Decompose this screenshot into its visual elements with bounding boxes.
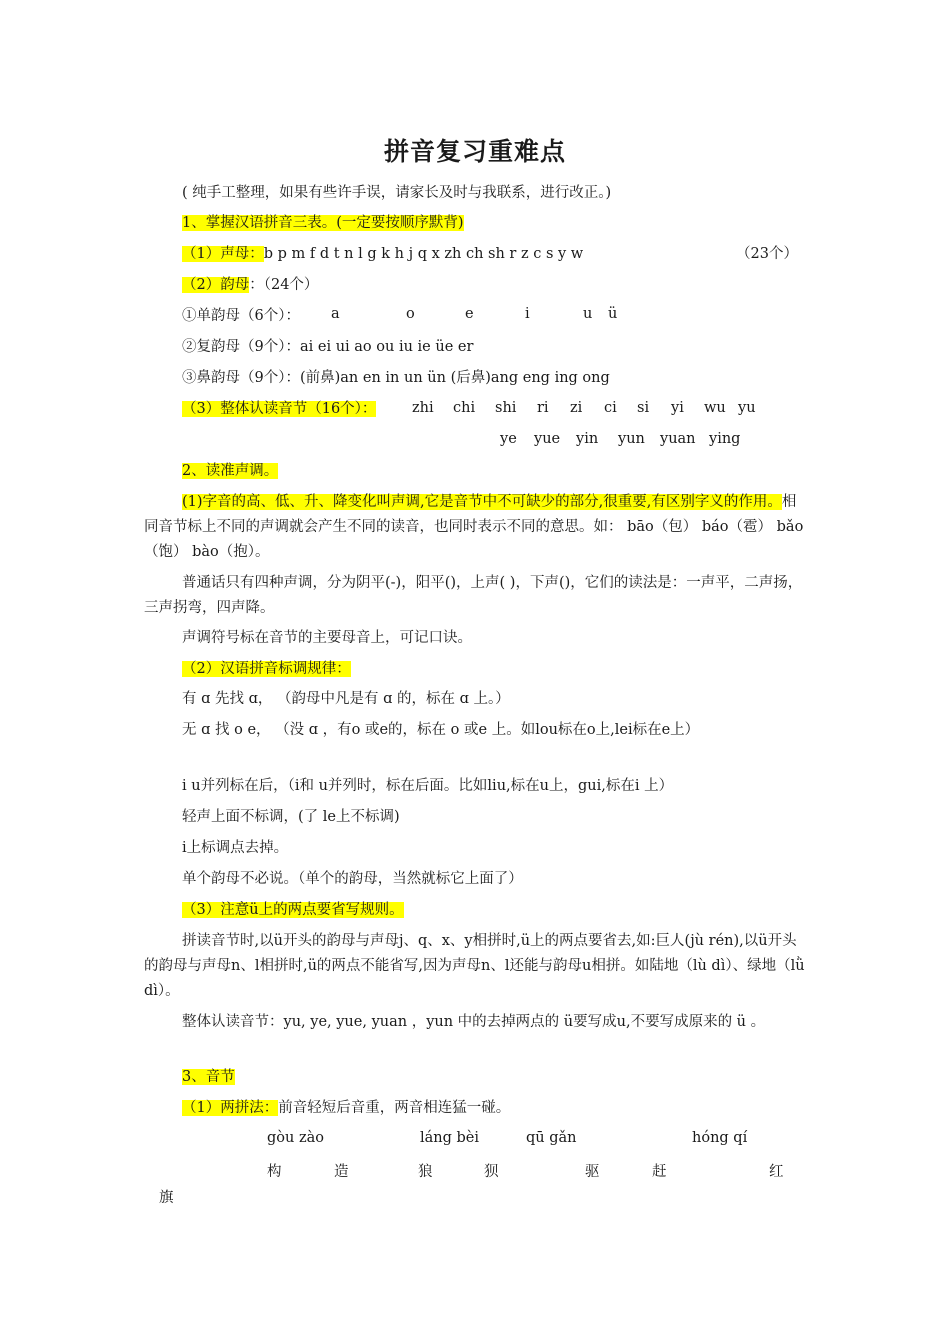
two-spelling-label: （1）两拼法：	[182, 1100, 279, 1116]
tone-rule-6: 单个韵母不必说。（单个的韵母，当然就标它上面了）	[182, 871, 523, 887]
whole-syllables-label	[182, 399, 376, 419]
example-pinyin: láng bèi	[420, 1130, 480, 1146]
whole-syllable: yuan	[660, 431, 696, 447]
tone-rule-1: 有 ɑ 先找 ɑ， （韵母中凡是有 ɑ 的，标在 ɑ 上。）	[182, 691, 510, 707]
example-character: 造	[334, 1164, 349, 1180]
finals-line	[182, 275, 318, 295]
section-3-heading	[182, 1067, 235, 1087]
intro-note: ( 纯手工整理，如果有些许手误，请家长及时与我联系，进行改正。)	[182, 185, 612, 201]
tone-rule-2: 无 ɑ 找 o e， （没 ɑ ，有o 或e的，标在 o 或e 上。如lou标在o上,lei标在e上）	[182, 722, 700, 738]
section-3-heading-text: 3、音节	[182, 1069, 235, 1085]
whole-syllable: ying	[709, 431, 741, 447]
example-pinyin: hóng qí	[692, 1130, 748, 1146]
example-character: 旗	[159, 1190, 174, 1206]
whole-syllable: yue	[534, 431, 561, 447]
finals-count: ：（24个）	[249, 277, 319, 293]
tone-definition-paragraph	[144, 490, 809, 565]
example-character: 狈	[484, 1164, 499, 1180]
example-pinyin: gòu zào	[267, 1130, 324, 1146]
whole-syllable: zi	[570, 400, 583, 416]
whole-syllable: yu	[738, 400, 756, 416]
four-tones-paragraph: 普通话只有四种声调，分为阴平(-)，阳平()，上声( )，下声()，它们的读法是：一声平，二声扬，三声拐弯，四声降。	[144, 575, 803, 616]
whole-syllable: ri	[537, 400, 549, 416]
tone-rules-heading-text: （2）汉语拼音标调规律：	[182, 661, 351, 677]
simple-final: o	[406, 306, 415, 322]
tone-rule-5: i上标调点去掉。	[182, 840, 289, 856]
tone-rule-3: i u并列标在后，（i和 u并列时，标在后面。比如liu,标在u上，gui,标在i 上）	[182, 778, 674, 794]
example-character: 狼	[418, 1164, 433, 1180]
whole-syllable: si	[637, 400, 650, 416]
example-character: 赶	[652, 1164, 667, 1180]
example-character: 红	[769, 1164, 784, 1180]
section-1-heading-text: 1、掌握汉语拼音三表。(一定要按顺序默背)	[182, 215, 464, 231]
example-pinyin: qū gǎn	[526, 1130, 577, 1146]
u-dots-heading-text: （3）注意ü上的两点要省写规则。	[182, 902, 404, 918]
initials-label: （1）声母：	[182, 246, 264, 262]
initials-count: （23个）	[736, 246, 798, 262]
finals-label: （2）韵母	[182, 277, 250, 293]
tone-rules-heading	[182, 659, 351, 679]
whole-syllable-u-paragraph: 整体认读音节：yu, ye, yue, yuan ，yun 中的去掉两点的 ü要写成u,不要写成原来的 ü 。	[182, 1014, 766, 1030]
simple-finals-label: ①单韵母（6个）：	[182, 308, 300, 324]
whole-syllable: chi	[453, 400, 476, 416]
whole-syllables-label-text: （3）整体认读音节（16个）：	[182, 401, 377, 417]
whole-syllable: yun	[618, 431, 645, 447]
nasal-finals: ③鼻韵母（9个）：(前鼻)an en in un ün (后鼻)ang eng ing ong	[182, 370, 610, 386]
whole-syllable: zhi	[412, 400, 434, 416]
simple-final: a	[331, 306, 340, 322]
two-spelling-text: 前音轻短后音重，两音相连猛一碰。	[278, 1100, 511, 1116]
whole-syllable: wu	[704, 400, 726, 416]
section-2-heading-text: 2、读准声调。	[182, 463, 279, 479]
section-1-heading	[182, 213, 464, 233]
tone-definition-highlight: (1)字音的高、低、升、降变化叫声调,它是音节中不可缺少的部分,很重要,有区别字义的作用。	[182, 494, 782, 510]
example-character: 构	[267, 1164, 282, 1180]
two-spelling-line	[182, 1098, 510, 1118]
simple-final: i	[525, 306, 530, 322]
whole-syllable: ci	[604, 400, 617, 416]
simple-final: ü	[608, 306, 618, 322]
simple-final: e	[465, 306, 474, 322]
tone-mark-note: 声调符号标在音节的主要母音上，可记口诀。	[182, 630, 472, 646]
whole-syllable: shi	[495, 400, 517, 416]
u-dots-heading	[182, 900, 404, 920]
whole-syllable: yin	[576, 431, 599, 447]
whole-syllable: yi	[671, 400, 684, 416]
whole-syllable: ye	[500, 431, 517, 447]
compound-finals: ②复韵母（9个）：ai ei ui ao ou iu ie üe er	[182, 339, 474, 355]
u-dots-paragraph: 拼读音节时,以ü开头的韵母与声母j、q、x、y相拼时,ü上的两点要省去,如:巨人(jù rén),以ü开头的韵母与声母n、l相拼时,ü的两点不能省写,因为声母n、l还能与韵母u相拼。如陆地（lù dì）、绿地（lǜ dì）。	[144, 933, 805, 999]
initials-list: b p m f d t n l g k h j q x zh ch sh r z c s y w	[263, 246, 584, 262]
tone-rule-4: 轻声上面不标调，(了 le上不标调)	[182, 809, 400, 825]
initials-line	[182, 244, 583, 264]
document-title: 拼音复习重难点	[383, 137, 566, 166]
section-2-heading	[182, 461, 278, 481]
example-character: 驱	[585, 1164, 600, 1180]
simple-final: u	[583, 306, 593, 322]
tone-definition-rest: 相同音节标上不同的声调就会产生不同的读音，也同时表示不同的意思。如： bāo（包） báo（雹） bǎo（饱） bào（抱）。	[144, 494, 804, 560]
